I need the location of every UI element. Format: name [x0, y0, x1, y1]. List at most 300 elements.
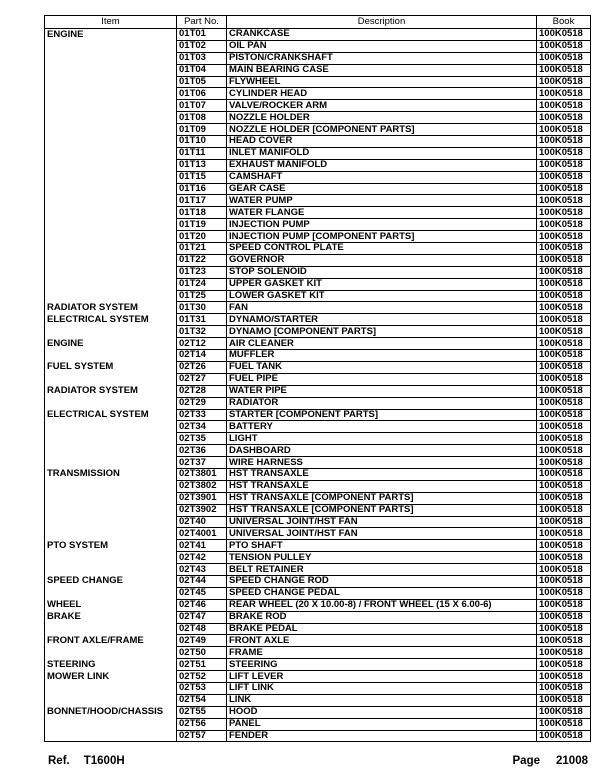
description-cell: RADIATOR — [227, 397, 537, 409]
description-cell: SPEED CONTROL PLATE — [227, 243, 537, 255]
item-cell — [45, 159, 177, 171]
table-row — [45, 587, 591, 599]
item-cell — [45, 290, 177, 302]
description-cell: CAMSHAFT — [227, 171, 537, 183]
book-cell: 100K0518 — [537, 219, 591, 231]
item-cell — [45, 350, 177, 362]
description-cell: UNIVERSAL JOINT/HST FAN — [227, 516, 537, 528]
book-cell: 100K0518 — [537, 361, 591, 373]
item-cell: RADIATOR SYSTEM — [45, 385, 177, 397]
book-cell: 100K0518 — [537, 468, 591, 480]
book-cell: 100K0518 — [537, 254, 591, 266]
book-cell: 100K0518 — [537, 290, 591, 302]
table-row — [45, 100, 591, 112]
book-cell: 100K0518 — [537, 338, 591, 350]
item-cell — [45, 52, 177, 64]
item-cell — [45, 480, 177, 492]
table-row — [45, 599, 591, 611]
item-cell — [45, 421, 177, 433]
book-cell: 100K0518 — [537, 659, 591, 671]
description-cell: DASHBOARD — [227, 445, 537, 457]
book-cell: 100K0518 — [537, 136, 591, 148]
table-row — [45, 647, 591, 659]
book-cell: 100K0518 — [537, 730, 591, 742]
description-cell: STARTER [COMPONENT PARTS] — [227, 409, 537, 421]
description-cell: LINK — [227, 694, 537, 706]
table-row — [45, 492, 591, 504]
item-cell — [45, 373, 177, 385]
item-cell — [45, 183, 177, 195]
part-number-cell: 02T44 — [177, 575, 227, 587]
description-cell: LIFT LEVER — [227, 671, 537, 683]
book-cell: 100K0518 — [537, 718, 591, 730]
part-number-cell: 01T17 — [177, 195, 227, 207]
description-cell: INJECTION PUMP [COMPONENT PARTS] — [227, 231, 537, 243]
book-cell: 100K0518 — [537, 564, 591, 576]
description-cell: HST TRANSAXLE [COMPONENT PARTS] — [227, 492, 537, 504]
description-cell: NOZZLE HOLDER [COMPONENT PARTS] — [227, 124, 537, 136]
item-cell — [45, 433, 177, 445]
book-cell: 100K0518 — [537, 694, 591, 706]
description-cell: BRAKE ROD — [227, 611, 537, 623]
item-cell — [45, 124, 177, 136]
description-cell: FLYWHEEL — [227, 76, 537, 88]
item-cell — [45, 254, 177, 266]
description-cell: EXHAUST MANIFOLD — [227, 159, 537, 171]
part-number-cell: 01T22 — [177, 254, 227, 266]
description-cell: STEERING — [227, 659, 537, 671]
book-cell: 100K0518 — [537, 350, 591, 362]
description-cell: GOVERNOR — [227, 254, 537, 266]
item-cell — [45, 40, 177, 52]
item-cell — [45, 552, 177, 564]
part-number-cell: 01T30 — [177, 302, 227, 314]
book-cell: 100K0518 — [537, 29, 591, 41]
item-cell — [45, 730, 177, 742]
table-row — [45, 207, 591, 219]
part-number-cell: 02T48 — [177, 623, 227, 635]
book-cell: 100K0518 — [537, 88, 591, 100]
table-row — [45, 385, 591, 397]
book-cell: 100K0518 — [537, 635, 591, 647]
table-row — [45, 409, 591, 421]
table-row — [45, 183, 591, 195]
book-cell: 100K0518 — [537, 599, 591, 611]
table-row — [45, 159, 591, 171]
book-cell: 100K0518 — [537, 124, 591, 136]
book-cell: 100K0518 — [537, 433, 591, 445]
book-cell: 100K0518 — [537, 552, 591, 564]
item-cell — [45, 326, 177, 338]
part-number-cell: 02T50 — [177, 647, 227, 659]
book-cell: 100K0518 — [537, 40, 591, 52]
item-cell — [45, 171, 177, 183]
part-number-cell: 01T20 — [177, 231, 227, 243]
item-cell — [45, 504, 177, 516]
table-row — [45, 480, 591, 492]
item-cell: FUEL SYSTEM — [45, 361, 177, 373]
book-cell: 100K0518 — [537, 611, 591, 623]
model-number: T1600H — [83, 755, 125, 767]
book-cell: 100K0518 — [537, 445, 591, 457]
table-row — [45, 171, 591, 183]
table-body — [45, 29, 591, 742]
description-cell: FENDER — [227, 730, 537, 742]
book-cell: 100K0518 — [537, 278, 591, 290]
description-cell: BRAKE PEDAL — [227, 623, 537, 635]
description-cell: INLET MANIFOLD — [227, 147, 537, 159]
item-cell — [45, 231, 177, 243]
part-number-cell: 01T01 — [177, 29, 227, 41]
table-row — [45, 76, 591, 88]
description-cell: FUEL PIPE — [227, 373, 537, 385]
description-cell: UNIVERSAL JOINT/HST FAN — [227, 528, 537, 540]
table-row — [45, 718, 591, 730]
table-row — [45, 243, 591, 255]
book-cell: 100K0518 — [537, 516, 591, 528]
part-number-cell: 02T52 — [177, 671, 227, 683]
book-cell: 100K0518 — [537, 52, 591, 64]
item-cell: MOWER LINK — [45, 671, 177, 683]
header-book: Book — [537, 16, 591, 29]
description-cell: CYLINDER HEAD — [227, 88, 537, 100]
description-cell: MAIN BEARING CASE — [227, 64, 537, 76]
item-cell: WHEEL — [45, 599, 177, 611]
footer-reference — [48, 755, 125, 767]
item-cell: ENGINE — [45, 338, 177, 350]
book-cell: 100K0518 — [537, 706, 591, 718]
book-cell: 100K0518 — [537, 671, 591, 683]
table-row — [45, 147, 591, 159]
ref-label: Ref. — [48, 755, 70, 767]
table-row — [45, 540, 591, 552]
part-number-cell: 01T15 — [177, 171, 227, 183]
page-label: Page — [512, 755, 541, 767]
description-cell: STOP SOLENOID — [227, 266, 537, 278]
book-cell: 100K0518 — [537, 528, 591, 540]
item-cell — [45, 112, 177, 124]
description-cell: LIFT LINK — [227, 682, 537, 694]
table-row — [45, 682, 591, 694]
item-cell — [45, 397, 177, 409]
description-cell: DYNAMO/STARTER — [227, 314, 537, 326]
description-cell: PTO SHAFT — [227, 540, 537, 552]
table-row — [45, 266, 591, 278]
table-row — [45, 564, 591, 576]
part-number-cell: 02T37 — [177, 457, 227, 469]
description-cell: PANEL — [227, 718, 537, 730]
table-row — [45, 195, 591, 207]
item-cell: ENGINE — [45, 29, 177, 41]
part-number-cell: 01T10 — [177, 136, 227, 148]
part-number-cell: 01T13 — [177, 159, 227, 171]
item-cell: FRONT AXLE/FRAME — [45, 635, 177, 647]
description-cell: FAN — [227, 302, 537, 314]
description-cell: FRAME — [227, 647, 537, 659]
part-number-cell: 01T16 — [177, 183, 227, 195]
item-cell — [45, 528, 177, 540]
part-number-cell: 02T12 — [177, 338, 227, 350]
table-row — [45, 468, 591, 480]
description-cell: SPEED CHANGE ROD — [227, 575, 537, 587]
table-row — [45, 694, 591, 706]
item-cell — [45, 278, 177, 290]
part-number-cell: 01T05 — [177, 76, 227, 88]
part-number-cell: 02T26 — [177, 361, 227, 373]
table-row — [45, 706, 591, 718]
book-cell: 100K0518 — [537, 647, 591, 659]
item-cell — [45, 516, 177, 528]
description-cell: HEAD COVER — [227, 136, 537, 148]
book-cell: 100K0518 — [537, 373, 591, 385]
description-cell: MUFFLER — [227, 350, 537, 362]
part-number-cell: 02T55 — [177, 706, 227, 718]
description-cell: WIRE HARNESS — [227, 457, 537, 469]
book-cell: 100K0518 — [537, 623, 591, 635]
item-cell: SPEED CHANGE — [45, 575, 177, 587]
table-row — [45, 314, 591, 326]
part-number-cell: 02T4001 — [177, 528, 227, 540]
book-cell: 100K0518 — [537, 385, 591, 397]
item-cell — [45, 718, 177, 730]
part-number-cell: 02T51 — [177, 659, 227, 671]
part-number-cell: 01T19 — [177, 219, 227, 231]
part-number-cell: 01T31 — [177, 314, 227, 326]
item-cell: ELECTRICAL SYSTEM — [45, 409, 177, 421]
description-cell: VALVE/ROCKER ARM — [227, 100, 537, 112]
item-cell — [45, 266, 177, 278]
table-row — [45, 302, 591, 314]
part-number-cell: 02T29 — [177, 397, 227, 409]
book-cell: 100K0518 — [537, 397, 591, 409]
header-item: Item — [45, 16, 177, 29]
item-cell: PTO SYSTEM — [45, 540, 177, 552]
table-row — [45, 112, 591, 124]
item-cell — [45, 457, 177, 469]
table-row — [45, 623, 591, 635]
part-number-cell: 02T36 — [177, 445, 227, 457]
book-cell: 100K0518 — [537, 76, 591, 88]
part-number-cell: 01T03 — [177, 52, 227, 64]
description-cell: INJECTION PUMP — [227, 219, 537, 231]
book-cell: 100K0518 — [537, 409, 591, 421]
part-number-cell: 02T34 — [177, 421, 227, 433]
book-cell: 100K0518 — [537, 480, 591, 492]
part-number-cell: 02T27 — [177, 373, 227, 385]
part-number-cell: 02T53 — [177, 682, 227, 694]
book-cell: 100K0518 — [537, 540, 591, 552]
part-number-cell: 01T08 — [177, 112, 227, 124]
item-cell — [45, 207, 177, 219]
description-cell: LIGHT — [227, 433, 537, 445]
book-cell: 100K0518 — [537, 504, 591, 516]
book-cell: 100K0518 — [537, 492, 591, 504]
table-row — [45, 64, 591, 76]
part-number-cell: 02T49 — [177, 635, 227, 647]
description-cell: WATER PUMP — [227, 195, 537, 207]
parts-table — [44, 15, 591, 742]
part-number-cell: 01T09 — [177, 124, 227, 136]
part-number-cell: 02T43 — [177, 564, 227, 576]
table-row — [45, 504, 591, 516]
table-row — [45, 635, 591, 647]
part-number-cell: 02T47 — [177, 611, 227, 623]
table-row — [45, 457, 591, 469]
description-cell: CRANKCASE — [227, 29, 537, 41]
table-row — [45, 52, 591, 64]
table-row — [45, 361, 591, 373]
part-number-cell: 01T32 — [177, 326, 227, 338]
item-cell: STEERING — [45, 659, 177, 671]
item-cell — [45, 694, 177, 706]
description-cell: DYNAMO [COMPONENT PARTS] — [227, 326, 537, 338]
book-cell: 100K0518 — [537, 587, 591, 599]
description-cell: WATER PIPE — [227, 385, 537, 397]
item-cell — [45, 195, 177, 207]
table-row — [45, 445, 591, 457]
table-row — [45, 254, 591, 266]
table-row — [45, 124, 591, 136]
description-cell: HST TRANSAXLE — [227, 480, 537, 492]
description-cell: HST TRANSAXLE [COMPONENT PARTS] — [227, 504, 537, 516]
description-cell: WATER FLANGE — [227, 207, 537, 219]
item-cell — [45, 243, 177, 255]
item-cell: TRANSMISSION — [45, 468, 177, 480]
table-row — [45, 433, 591, 445]
description-cell: REAR WHEEL (20 X 10.00-8) / FRONT WHEEL (15 X 6.00-6) — [227, 599, 537, 611]
item-cell — [45, 492, 177, 504]
item-cell — [45, 88, 177, 100]
part-number-cell: 01T25 — [177, 290, 227, 302]
table-row — [45, 421, 591, 433]
part-number-cell: 01T21 — [177, 243, 227, 255]
book-cell: 100K0518 — [537, 326, 591, 338]
item-cell — [45, 136, 177, 148]
table-row — [45, 136, 591, 148]
description-cell: PISTON/CRANKSHAFT — [227, 52, 537, 64]
book-cell: 100K0518 — [537, 682, 591, 694]
book-cell: 100K0518 — [537, 266, 591, 278]
item-cell — [45, 445, 177, 457]
table-row — [45, 29, 591, 41]
part-number-cell: 01T07 — [177, 100, 227, 112]
table-row — [45, 671, 591, 683]
part-number-cell: 01T02 — [177, 40, 227, 52]
table-row — [45, 611, 591, 623]
description-cell: GEAR CASE — [227, 183, 537, 195]
item-cell — [45, 219, 177, 231]
part-number-cell: 02T41 — [177, 540, 227, 552]
part-number-cell: 02T14 — [177, 350, 227, 362]
part-number-cell: 02T56 — [177, 718, 227, 730]
part-number-cell: 02T35 — [177, 433, 227, 445]
item-cell — [45, 64, 177, 76]
item-cell: RADIATOR SYSTEM — [45, 302, 177, 314]
table-row — [45, 350, 591, 362]
part-number-cell: 02T54 — [177, 694, 227, 706]
description-cell: HST TRANSAXLE — [227, 468, 537, 480]
item-cell — [45, 682, 177, 694]
item-cell — [45, 623, 177, 635]
part-number-cell: 02T33 — [177, 409, 227, 421]
table-row — [45, 88, 591, 100]
part-number-cell: 02T40 — [177, 516, 227, 528]
part-number-cell: 01T18 — [177, 207, 227, 219]
item-cell — [45, 100, 177, 112]
table-row — [45, 231, 591, 243]
table-row — [45, 290, 591, 302]
item-cell — [45, 564, 177, 576]
description-cell: UPPER GASKET KIT — [227, 278, 537, 290]
header-description: Description — [227, 16, 537, 29]
table-row — [45, 219, 591, 231]
book-cell: 100K0518 — [537, 314, 591, 326]
book-cell: 100K0518 — [537, 112, 591, 124]
table-row — [45, 730, 591, 742]
part-number-cell: 02T46 — [177, 599, 227, 611]
part-number-cell: 02T3801 — [177, 468, 227, 480]
item-cell — [45, 647, 177, 659]
part-number-cell: 01T11 — [177, 147, 227, 159]
table-row — [45, 373, 591, 385]
item-cell: ELECTRICAL SYSTEM — [45, 314, 177, 326]
book-cell: 100K0518 — [537, 231, 591, 243]
table-row — [45, 528, 591, 540]
item-cell — [45, 76, 177, 88]
description-cell: BELT RETAINER — [227, 564, 537, 576]
part-number-cell: 02T42 — [177, 552, 227, 564]
book-cell: 100K0518 — [537, 183, 591, 195]
table-row — [45, 338, 591, 350]
description-cell: AIR CLEANER — [227, 338, 537, 350]
part-number-cell: 02T3901 — [177, 492, 227, 504]
book-cell: 100K0518 — [537, 159, 591, 171]
table-row — [45, 552, 591, 564]
book-cell: 100K0518 — [537, 302, 591, 314]
description-cell: FRONT AXLE — [227, 635, 537, 647]
part-number-cell: 01T06 — [177, 88, 227, 100]
table-row — [45, 40, 591, 52]
table-row — [45, 516, 591, 528]
item-cell — [45, 587, 177, 599]
footer-page — [513, 755, 588, 767]
part-number-cell: 02T3902 — [177, 504, 227, 516]
description-cell: FUEL TANK — [227, 361, 537, 373]
part-number-cell: 02T57 — [177, 730, 227, 742]
page-number: 21008 — [556, 755, 588, 767]
description-cell: BATTERY — [227, 421, 537, 433]
part-number-cell: 01T24 — [177, 278, 227, 290]
part-number-cell: 01T23 — [177, 266, 227, 278]
item-cell: BRAKE — [45, 611, 177, 623]
table-row — [45, 326, 591, 338]
book-cell: 100K0518 — [537, 171, 591, 183]
book-cell: 100K0518 — [537, 64, 591, 76]
table-row — [45, 575, 591, 587]
part-number-cell: 01T04 — [177, 64, 227, 76]
book-cell: 100K0518 — [537, 421, 591, 433]
table-header-row — [45, 16, 591, 29]
header-part-no: Part No. — [177, 16, 227, 29]
book-cell: 100K0518 — [537, 207, 591, 219]
description-cell: SPEED CHANGE PEDAL — [227, 587, 537, 599]
part-number-cell: 02T3802 — [177, 480, 227, 492]
item-cell: BONNET/HOOD/CHASSIS — [45, 706, 177, 718]
item-cell — [45, 147, 177, 159]
part-number-cell: 02T28 — [177, 385, 227, 397]
description-cell: LOWER GASKET KIT — [227, 290, 537, 302]
book-cell: 100K0518 — [537, 100, 591, 112]
